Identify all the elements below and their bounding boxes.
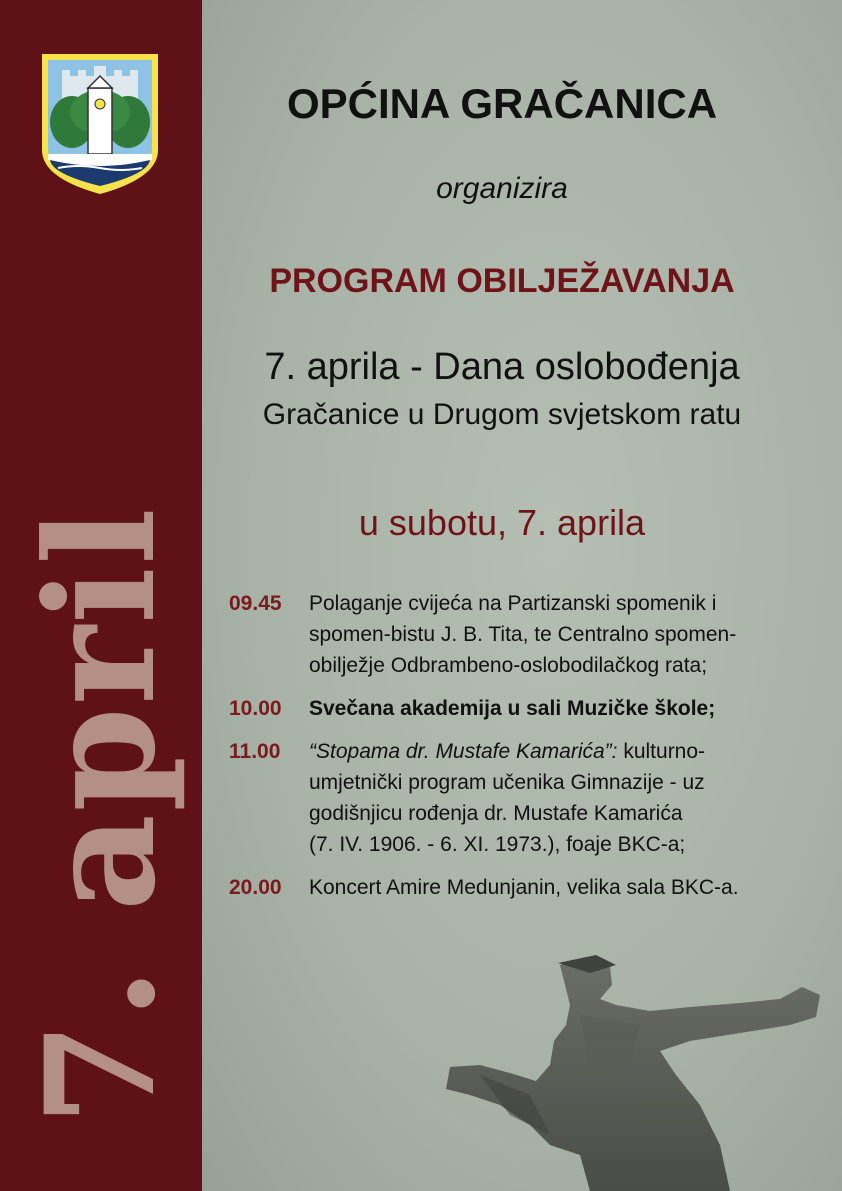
occasion-line-1: 7. aprila - Dana oslobođenja [264, 346, 740, 388]
schedule-description [309, 588, 809, 681]
schedule-item [229, 736, 809, 860]
desc-line: spomen-bistu J. B. Tita, te Centralno spomen- [309, 623, 737, 646]
desc-line: obilježje Odbrambeno-oslobodilačkog rata; [309, 654, 708, 677]
schedule-time: 09.45 [229, 592, 282, 615]
organizes-text: organizira [436, 172, 568, 205]
coat-of-arms-icon [38, 50, 162, 196]
schedule-description [309, 736, 809, 860]
schedule-description [309, 693, 809, 724]
program-title: “Stopama dr. Mustafe Kamarića”: [309, 740, 618, 763]
schedule-list [229, 588, 809, 915]
schedule-description [309, 872, 809, 903]
desc-line: Polaganje cvijeća na Partizanski spomenik i [309, 592, 717, 615]
schedule-item [229, 693, 809, 724]
schedule-time: 20.00 [229, 876, 282, 899]
page-title: OPĆINA GRAČANICA [286, 80, 718, 127]
desc-line: (7. IV. 1906. - 6. XI. 1973.), foaje BKC-a; [309, 833, 686, 856]
desc-line: godišnjicu rođenja dr. Mustafe Kamarića [309, 802, 683, 825]
program-heading: PROGRAM OBILJEŽAVANJA [269, 262, 735, 300]
partisan-statue-image [440, 955, 842, 1191]
desc-line: kulturno- [617, 740, 706, 763]
desc-line: Koncert Amire Medunjanin, velika sala BKC-a. [309, 876, 739, 899]
schedule-time: 10.00 [229, 697, 282, 720]
schedule-item [229, 588, 809, 681]
sidebar-date-text: 7. april [13, 506, 189, 1126]
desc-line: umjetnički program učenika Gimnazije - uz [309, 771, 705, 794]
schedule-time: 11.00 [229, 740, 281, 763]
occasion-line-2: Gračanice u Drugom svjetskom ratu [262, 398, 742, 431]
desc-line: Svečana akademija u sali Muzičke škole; [309, 697, 716, 720]
event-date: u subotu, 7. aprila [358, 502, 646, 543]
schedule-item [229, 872, 809, 903]
